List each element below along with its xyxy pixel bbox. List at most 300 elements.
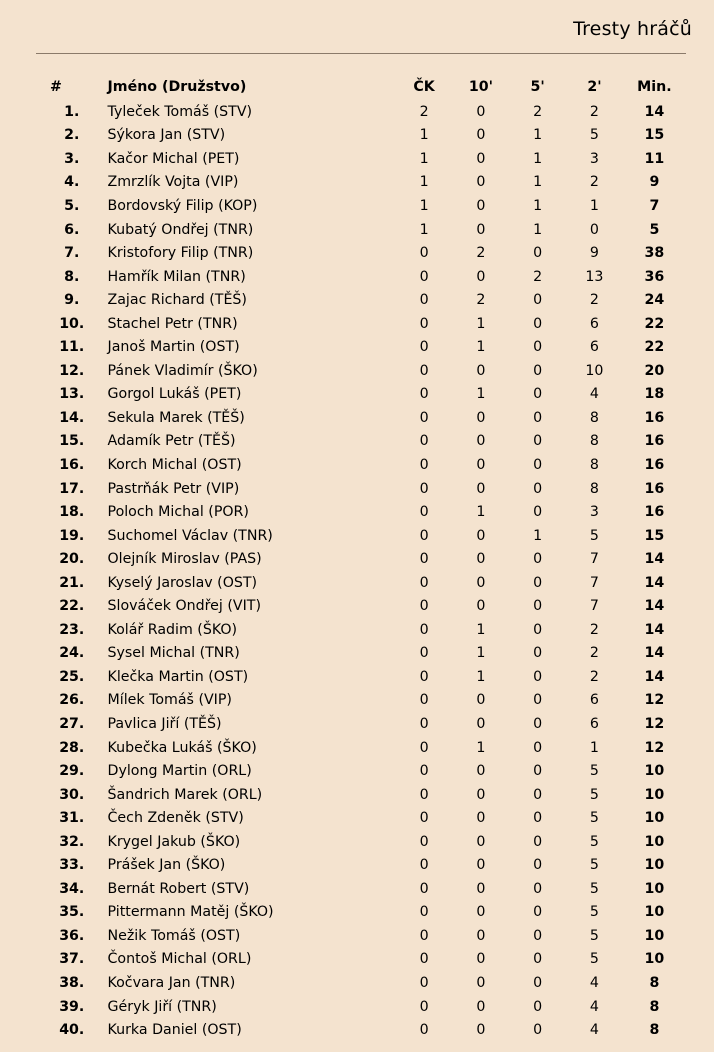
header-5min: 5' bbox=[530, 79, 545, 95]
table-row bbox=[36, 924, 686, 948]
player-name-cell: Bordovský Filip (KOP) bbox=[107, 197, 258, 214]
ten-min-cell: 0 bbox=[476, 810, 486, 827]
table-row bbox=[36, 995, 686, 1019]
total-min-cell: 10 bbox=[644, 763, 665, 780]
ck-cell: 0 bbox=[419, 998, 429, 1015]
rank-cell: 11. bbox=[59, 339, 85, 356]
rank-cell: 27. bbox=[59, 715, 85, 732]
total-min-cell: 9 bbox=[649, 174, 660, 191]
five-min-cell: 0 bbox=[533, 621, 543, 638]
two-min-cell: 0 bbox=[589, 221, 599, 238]
header-name: Jméno (Družstvo) bbox=[107, 79, 247, 95]
ten-min-cell: 0 bbox=[476, 551, 486, 568]
five-min-cell: 0 bbox=[533, 927, 543, 944]
ck-cell: 1 bbox=[419, 150, 429, 167]
two-min-cell: 8 bbox=[589, 409, 599, 426]
ck-cell: 0 bbox=[419, 880, 429, 897]
ten-min-cell: 0 bbox=[476, 527, 486, 544]
two-min-cell: 4 bbox=[589, 1022, 599, 1039]
five-min-cell: 0 bbox=[533, 409, 543, 426]
two-min-cell: 2 bbox=[589, 103, 599, 120]
table-row bbox=[36, 1018, 686, 1042]
ten-min-cell: 0 bbox=[476, 1022, 486, 1039]
rank-cell: 17. bbox=[59, 480, 85, 497]
table-row bbox=[36, 406, 686, 430]
table-row bbox=[36, 830, 686, 854]
player-name-cell: Čech Zdeněk (STV) bbox=[107, 810, 244, 827]
page-title: Tresty hráčů bbox=[573, 18, 692, 40]
total-min-cell: 18 bbox=[644, 386, 665, 403]
player-name-cell: Suchomel Václav (TNR) bbox=[107, 527, 273, 544]
ten-min-cell: 1 bbox=[476, 668, 486, 685]
ten-min-cell: 2 bbox=[476, 292, 486, 309]
five-min-cell: 0 bbox=[533, 904, 543, 921]
rank-cell: 10. bbox=[59, 315, 85, 332]
rank-cell: 20. bbox=[59, 551, 85, 568]
table-row bbox=[36, 312, 686, 336]
player-name-cell: Slováček Ondřej (VIT) bbox=[107, 598, 261, 615]
total-min-cell: 16 bbox=[644, 504, 665, 521]
ten-min-cell: 2 bbox=[476, 245, 486, 262]
five-min-cell: 2 bbox=[533, 103, 543, 120]
total-min-cell: 14 bbox=[644, 645, 665, 662]
ck-cell: 0 bbox=[419, 598, 429, 615]
ck-cell: 0 bbox=[419, 715, 429, 732]
header-10min: 10' bbox=[468, 79, 493, 95]
rank-cell: 39. bbox=[59, 998, 85, 1015]
ck-cell: 0 bbox=[419, 386, 429, 403]
two-min-cell: 5 bbox=[589, 927, 599, 944]
two-min-cell: 2 bbox=[589, 621, 599, 638]
total-min-cell: 10 bbox=[644, 857, 665, 874]
player-name-cell: Hamřík Milan (TNR) bbox=[107, 268, 246, 285]
header-rank: # bbox=[50, 79, 62, 95]
total-min-cell: 14 bbox=[644, 668, 665, 685]
two-min-cell: 5 bbox=[589, 810, 599, 827]
five-min-cell: 0 bbox=[533, 715, 543, 732]
ck-cell: 0 bbox=[419, 268, 429, 285]
total-min-cell: 15 bbox=[644, 527, 665, 544]
two-min-cell: 2 bbox=[589, 292, 599, 309]
five-min-cell: 1 bbox=[533, 527, 543, 544]
ck-cell: 0 bbox=[419, 527, 429, 544]
ten-min-cell: 0 bbox=[476, 127, 486, 144]
total-min-cell: 22 bbox=[644, 315, 665, 332]
total-min-cell: 14 bbox=[644, 103, 665, 120]
two-min-cell: 7 bbox=[589, 574, 599, 591]
title-divider bbox=[36, 53, 686, 54]
player-name-cell: Korch Michal (OST) bbox=[107, 456, 242, 473]
total-min-cell: 15 bbox=[644, 127, 665, 144]
table-row bbox=[36, 854, 686, 878]
total-min-cell: 10 bbox=[644, 810, 665, 827]
ten-min-cell: 0 bbox=[476, 951, 486, 968]
table-row bbox=[36, 665, 686, 689]
player-name-cell: Bernát Robert (STV) bbox=[107, 880, 250, 897]
five-min-cell: 0 bbox=[533, 857, 543, 874]
five-min-cell: 0 bbox=[533, 433, 543, 450]
total-min-cell: 16 bbox=[644, 456, 665, 473]
table-row bbox=[36, 547, 686, 571]
player-name-cell: Prášek Jan (ŠKO) bbox=[107, 857, 226, 874]
table-row bbox=[36, 171, 686, 195]
total-min-cell: 36 bbox=[644, 268, 665, 285]
player-name-cell: Čontoš Michal (ORL) bbox=[107, 951, 252, 968]
total-min-cell: 12 bbox=[644, 715, 665, 732]
five-min-cell: 1 bbox=[533, 150, 543, 167]
ck-cell: 0 bbox=[419, 339, 429, 356]
header-ck: ČK bbox=[413, 79, 435, 95]
player-name-cell: Sekula Marek (TĚŠ) bbox=[107, 409, 245, 426]
rank-cell: 33. bbox=[59, 857, 85, 874]
total-min-cell: 11 bbox=[644, 150, 665, 167]
two-min-cell: 2 bbox=[589, 174, 599, 191]
header-min: Min. bbox=[637, 79, 672, 95]
ck-cell: 0 bbox=[419, 433, 429, 450]
total-min-cell: 14 bbox=[644, 598, 665, 615]
rank-cell: 9. bbox=[64, 292, 80, 309]
total-min-cell: 8 bbox=[649, 975, 660, 991]
total-min-cell: 24 bbox=[644, 292, 665, 309]
total-min-cell: 16 bbox=[644, 480, 665, 497]
ck-cell: 0 bbox=[419, 551, 429, 568]
player-name-cell: Pavlica Jiří (TĚŠ) bbox=[107, 715, 222, 732]
two-min-cell: 9 bbox=[589, 245, 599, 262]
player-name-cell: Krygel Jakub (ŠKO) bbox=[107, 833, 241, 850]
total-min-cell: 14 bbox=[644, 574, 665, 591]
ten-min-cell: 1 bbox=[476, 504, 486, 521]
total-min-cell: 10 bbox=[644, 927, 665, 944]
table-row bbox=[36, 335, 686, 359]
five-min-cell: 1 bbox=[533, 174, 543, 191]
five-min-cell: 0 bbox=[533, 315, 543, 332]
five-min-cell: 1 bbox=[533, 197, 543, 214]
five-min-cell: 0 bbox=[533, 951, 543, 968]
ten-min-cell: 0 bbox=[476, 857, 486, 874]
total-min-cell: 5 bbox=[649, 221, 660, 238]
total-min-cell: 38 bbox=[644, 245, 665, 262]
ck-cell: 0 bbox=[419, 645, 429, 662]
ten-min-cell: 0 bbox=[476, 975, 486, 991]
table-row bbox=[36, 759, 686, 783]
two-min-cell: 2 bbox=[589, 645, 599, 662]
ck-cell: 0 bbox=[419, 1022, 429, 1039]
table-row bbox=[36, 524, 686, 548]
rank-cell: 16. bbox=[59, 456, 85, 473]
player-name-cell: Gorgol Lukáš (PET) bbox=[107, 386, 242, 403]
total-min-cell: 20 bbox=[644, 362, 665, 379]
five-min-cell: 0 bbox=[533, 551, 543, 568]
ten-min-cell: 1 bbox=[476, 621, 486, 638]
total-min-cell: 10 bbox=[644, 786, 665, 803]
two-min-cell: 13 bbox=[585, 268, 604, 285]
table-row bbox=[36, 971, 686, 995]
table-header-row bbox=[36, 74, 686, 100]
two-min-cell: 1 bbox=[589, 739, 599, 756]
ck-cell: 0 bbox=[419, 786, 429, 803]
player-name-cell: Zmrzlík Vojta (VIP) bbox=[107, 174, 239, 191]
player-name-cell: Pittermann Matěj (ŠKO) bbox=[107, 904, 274, 921]
ten-min-cell: 1 bbox=[476, 315, 486, 332]
rank-cell: 36. bbox=[59, 927, 85, 944]
five-min-cell: 0 bbox=[533, 504, 543, 521]
player-name-cell: Nežik Tomáš (OST) bbox=[107, 927, 241, 944]
rank-cell: 18. bbox=[59, 504, 85, 521]
ten-min-cell: 0 bbox=[476, 433, 486, 450]
table-row bbox=[36, 430, 686, 454]
ten-min-cell: 0 bbox=[476, 362, 486, 379]
player-name-cell: Klečka Martin (OST) bbox=[107, 668, 249, 685]
player-name-cell: Kristofory Filip (TNR) bbox=[107, 245, 254, 262]
ck-cell: 1 bbox=[419, 127, 429, 144]
five-min-cell: 0 bbox=[533, 833, 543, 850]
table-row bbox=[36, 901, 686, 925]
player-name-cell: Tyleček Tomáš (STV) bbox=[107, 103, 253, 120]
rank-cell: 35. bbox=[59, 904, 85, 921]
rank-cell: 31. bbox=[59, 810, 85, 827]
player-name-cell: Stachel Petr (TNR) bbox=[107, 315, 238, 332]
total-min-cell: 7 bbox=[649, 197, 660, 214]
table-row bbox=[36, 265, 686, 289]
rank-cell: 1. bbox=[64, 103, 80, 120]
ten-min-cell: 0 bbox=[476, 221, 486, 238]
player-name-cell: Kubečka Lukáš (ŠKO) bbox=[107, 739, 257, 756]
ck-cell: 0 bbox=[419, 504, 429, 521]
ck-cell: 0 bbox=[419, 810, 429, 827]
ck-cell: 1 bbox=[419, 221, 429, 238]
two-min-cell: 5 bbox=[589, 880, 599, 897]
ten-min-cell: 0 bbox=[476, 197, 486, 214]
ten-min-cell: 1 bbox=[476, 339, 486, 356]
total-min-cell: 22 bbox=[644, 339, 665, 356]
ck-cell: 0 bbox=[419, 857, 429, 874]
ten-min-cell: 1 bbox=[476, 739, 486, 756]
total-min-cell: 16 bbox=[644, 409, 665, 426]
total-min-cell: 16 bbox=[644, 433, 665, 450]
player-name-cell: Géryk Jiří (TNR) bbox=[107, 998, 217, 1015]
ten-min-cell: 0 bbox=[476, 456, 486, 473]
ck-cell: 0 bbox=[419, 315, 429, 332]
two-min-cell: 5 bbox=[589, 127, 599, 144]
table-row bbox=[36, 500, 686, 524]
rank-cell: 25. bbox=[59, 668, 85, 685]
five-min-cell: 0 bbox=[533, 362, 543, 379]
ck-cell: 0 bbox=[419, 927, 429, 944]
five-min-cell: 0 bbox=[533, 786, 543, 803]
ck-cell: 0 bbox=[419, 904, 429, 921]
ten-min-cell: 1 bbox=[476, 645, 486, 662]
player-name-cell: Olejník Miroslav (PAS) bbox=[107, 551, 262, 568]
player-name-cell: Pastrňák Petr (VIP) bbox=[107, 480, 240, 497]
ten-min-cell: 0 bbox=[476, 880, 486, 897]
total-min-cell: 10 bbox=[644, 904, 665, 921]
rank-cell: 6. bbox=[64, 221, 80, 238]
five-min-cell: 0 bbox=[533, 810, 543, 827]
ten-min-cell: 1 bbox=[476, 386, 486, 403]
table-row bbox=[36, 736, 686, 760]
rank-cell: 22. bbox=[59, 598, 85, 615]
two-min-cell: 2 bbox=[589, 668, 599, 685]
rank-cell: 38. bbox=[59, 975, 85, 991]
five-min-cell: 1 bbox=[533, 127, 543, 144]
table-row bbox=[36, 571, 686, 595]
rank-cell: 34. bbox=[59, 880, 85, 897]
two-min-cell: 5 bbox=[589, 857, 599, 874]
two-min-cell: 10 bbox=[585, 362, 604, 379]
player-name-cell: Pánek Vladimír (ŠKO) bbox=[107, 362, 258, 379]
player-name-cell: Sýkora Jan (STV) bbox=[107, 127, 226, 144]
table-row bbox=[36, 241, 686, 265]
five-min-cell: 0 bbox=[533, 339, 543, 356]
table-row bbox=[36, 194, 686, 218]
rank-cell: 8. bbox=[64, 268, 80, 285]
two-min-cell: 3 bbox=[589, 504, 599, 521]
ten-min-cell: 0 bbox=[476, 268, 486, 285]
rank-cell: 23. bbox=[59, 621, 85, 638]
two-min-cell: 8 bbox=[589, 433, 599, 450]
player-name-cell: Janoš Martin (OST) bbox=[107, 339, 240, 356]
player-name-cell: Kočvara Jan (TNR) bbox=[107, 975, 236, 991]
ten-min-cell: 0 bbox=[476, 904, 486, 921]
player-name-cell: Zajac Richard (TĚŠ) bbox=[107, 292, 247, 309]
rank-cell: 21. bbox=[59, 574, 85, 591]
ten-min-cell: 0 bbox=[476, 998, 486, 1015]
total-min-cell: 10 bbox=[644, 880, 665, 897]
rank-cell: 15. bbox=[59, 433, 85, 450]
table-row bbox=[36, 642, 686, 666]
rank-cell: 30. bbox=[59, 786, 85, 803]
five-min-cell: 0 bbox=[533, 1022, 543, 1039]
ck-cell: 1 bbox=[419, 197, 429, 214]
total-min-cell: 10 bbox=[644, 833, 665, 850]
table-row bbox=[36, 453, 686, 477]
total-min-cell: 12 bbox=[644, 739, 665, 756]
ten-min-cell: 0 bbox=[476, 174, 486, 191]
rank-cell: 14. bbox=[59, 409, 85, 426]
two-min-cell: 4 bbox=[589, 998, 599, 1015]
rank-cell: 24. bbox=[59, 645, 85, 662]
ck-cell: 0 bbox=[419, 763, 429, 780]
table-row bbox=[36, 783, 686, 807]
five-min-cell: 0 bbox=[533, 975, 543, 991]
penalties-table bbox=[36, 74, 686, 1042]
rank-cell: 7. bbox=[64, 245, 80, 262]
ck-cell: 0 bbox=[419, 668, 429, 685]
five-min-cell: 0 bbox=[533, 574, 543, 591]
two-min-cell: 8 bbox=[589, 480, 599, 497]
rank-cell: 12. bbox=[59, 362, 85, 379]
two-min-cell: 6 bbox=[589, 339, 599, 356]
rank-cell: 32. bbox=[59, 833, 85, 850]
rank-cell: 4. bbox=[64, 174, 80, 191]
ck-cell: 2 bbox=[419, 103, 429, 120]
two-min-cell: 5 bbox=[589, 951, 599, 968]
table-row bbox=[36, 100, 686, 124]
rank-cell: 40. bbox=[59, 1022, 85, 1039]
two-min-cell: 4 bbox=[589, 975, 599, 991]
two-min-cell: 5 bbox=[589, 527, 599, 544]
five-min-cell: 0 bbox=[533, 480, 543, 497]
two-min-cell: 4 bbox=[589, 386, 599, 403]
five-min-cell: 0 bbox=[533, 456, 543, 473]
header-2min: 2' bbox=[587, 79, 602, 95]
two-min-cell: 7 bbox=[589, 551, 599, 568]
rank-cell: 5. bbox=[64, 197, 80, 214]
five-min-cell: 0 bbox=[533, 645, 543, 662]
rank-cell: 2. bbox=[64, 127, 80, 144]
rank-cell: 3. bbox=[64, 150, 80, 167]
total-min-cell: 10 bbox=[644, 951, 665, 968]
table-row bbox=[36, 594, 686, 618]
five-min-cell: 0 bbox=[533, 880, 543, 897]
ck-cell: 0 bbox=[419, 362, 429, 379]
rank-cell: 13. bbox=[59, 386, 85, 403]
player-name-cell: Kyselý Jaroslav (OST) bbox=[107, 574, 258, 591]
five-min-cell: 2 bbox=[533, 268, 543, 285]
five-min-cell: 0 bbox=[533, 386, 543, 403]
rank-cell: 28. bbox=[59, 739, 85, 756]
ck-cell: 0 bbox=[419, 833, 429, 850]
ten-min-cell: 0 bbox=[476, 833, 486, 850]
two-min-cell: 6 bbox=[589, 692, 599, 709]
ck-cell: 0 bbox=[419, 739, 429, 756]
table-row bbox=[36, 877, 686, 901]
five-min-cell: 0 bbox=[533, 598, 543, 615]
rank-cell: 37. bbox=[59, 951, 85, 968]
table-row bbox=[36, 124, 686, 148]
table-row bbox=[36, 948, 686, 972]
ten-min-cell: 0 bbox=[476, 763, 486, 780]
ck-cell: 0 bbox=[419, 951, 429, 968]
two-min-cell: 5 bbox=[589, 904, 599, 921]
ck-cell: 0 bbox=[419, 574, 429, 591]
ten-min-cell: 0 bbox=[476, 786, 486, 803]
two-min-cell: 5 bbox=[589, 763, 599, 780]
player-name-cell: Kačor Michal (PET) bbox=[107, 150, 240, 167]
five-min-cell: 0 bbox=[533, 763, 543, 780]
ten-min-cell: 0 bbox=[476, 692, 486, 709]
player-name-cell: Kurka Daniel (OST) bbox=[107, 1022, 242, 1039]
table-row bbox=[36, 477, 686, 501]
player-name-cell: Adamík Petr (TĚŠ) bbox=[107, 433, 236, 450]
table-row bbox=[36, 359, 686, 383]
five-min-cell: 0 bbox=[533, 998, 543, 1015]
two-min-cell: 6 bbox=[589, 315, 599, 332]
two-min-cell: 6 bbox=[589, 715, 599, 732]
ck-cell: 0 bbox=[419, 409, 429, 426]
rank-cell: 26. bbox=[59, 692, 85, 709]
ck-cell: 1 bbox=[419, 174, 429, 191]
two-min-cell: 1 bbox=[589, 197, 599, 214]
player-name-cell: Poloch Michal (POR) bbox=[107, 504, 249, 521]
ten-min-cell: 0 bbox=[476, 409, 486, 426]
ten-min-cell: 0 bbox=[476, 598, 486, 615]
ck-cell: 0 bbox=[419, 292, 429, 309]
two-min-cell: 3 bbox=[589, 150, 599, 167]
total-min-cell: 8 bbox=[649, 1022, 660, 1039]
total-min-cell: 8 bbox=[649, 998, 660, 1015]
two-min-cell: 8 bbox=[589, 456, 599, 473]
rank-cell: 19. bbox=[59, 527, 85, 544]
five-min-cell: 0 bbox=[533, 245, 543, 262]
five-min-cell: 1 bbox=[533, 221, 543, 238]
ck-cell: 0 bbox=[419, 456, 429, 473]
player-name-cell: Šandrich Marek (ORL) bbox=[107, 786, 263, 803]
table-row bbox=[36, 689, 686, 713]
ten-min-cell: 0 bbox=[476, 927, 486, 944]
ck-cell: 0 bbox=[419, 480, 429, 497]
two-min-cell: 5 bbox=[589, 786, 599, 803]
